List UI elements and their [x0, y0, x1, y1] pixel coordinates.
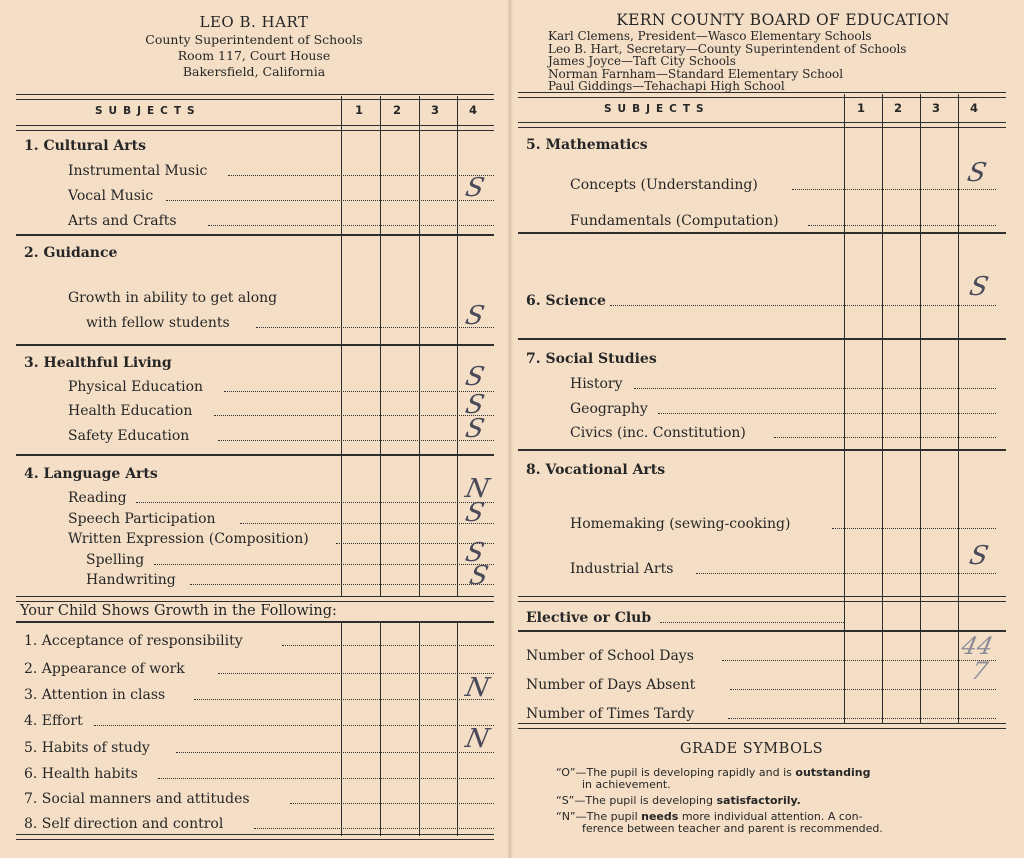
- symbol-n-line2: ference between teacher and parent is recommended.: [582, 822, 883, 835]
- symbol-n-text2: more individual attention. A con-: [678, 810, 863, 823]
- subjects-heading: SUBJECTS: [95, 105, 201, 117]
- arts-crafts-label: Arts and Crafts: [68, 213, 177, 229]
- board-member-4: Norman Farnham—Standard Elementary School: [548, 66, 844, 81]
- attention-grade: N: [462, 673, 492, 703]
- handwriting-label: Handwriting: [86, 572, 176, 588]
- section-rule: [16, 454, 494, 456]
- physical-education-label: Physical Education: [68, 379, 204, 395]
- bottom-rule: [16, 834, 494, 840]
- section-rule: [518, 630, 1006, 632]
- science-grade: S: [966, 272, 992, 302]
- geography-label: Geography: [570, 401, 648, 417]
- growth-item-5: 5. Habits of study: [24, 740, 150, 756]
- vocational-arts-title: 8. Vocational Arts: [526, 462, 666, 478]
- section-rule: [518, 723, 1006, 729]
- handwriting-grade: S: [466, 561, 492, 591]
- dot-leader: [136, 502, 494, 503]
- reading-label: Reading: [68, 490, 127, 506]
- dot-leader: [228, 175, 494, 176]
- section-rule: [16, 596, 494, 602]
- section-rule: [518, 232, 1006, 234]
- dot-leader: [792, 189, 996, 190]
- grid-col-line: [341, 96, 342, 596]
- superintendent-title: County Superintendent of Schools: [145, 32, 363, 47]
- dot-leader: [218, 673, 494, 674]
- mathematics-title: 5. Mathematics: [526, 137, 648, 153]
- symbol-o-line2: in achievement.: [582, 778, 671, 791]
- science-title: 6. Science: [526, 293, 606, 309]
- subjects-heading: SUBJECTS: [604, 103, 710, 115]
- safety-education-label: Safety Education: [68, 428, 190, 444]
- times-tardy-label: Number of Times Tardy: [526, 706, 695, 722]
- col-1-heading: 1: [857, 101, 866, 115]
- dot-leader: [696, 573, 996, 574]
- dot-leader: [256, 327, 494, 328]
- growth-item-6: 6. Health habits: [24, 766, 138, 782]
- col-3-heading: 3: [431, 103, 440, 117]
- industrial-arts-grade: S: [966, 541, 992, 571]
- dot-leader: [722, 660, 996, 661]
- symbol-o-emphasis: outstanding: [795, 766, 871, 779]
- spelling-label: Spelling: [86, 552, 145, 568]
- health-education-grade: S: [462, 390, 488, 420]
- dot-leader: [190, 584, 494, 585]
- board-header: [548, 11, 1018, 93]
- dot-leader: [176, 752, 494, 753]
- dot-leader: [208, 225, 494, 226]
- grid-col-line: [380, 96, 381, 596]
- healthful-living-title: 3. Healthful Living: [24, 355, 172, 371]
- dot-leader: [218, 440, 494, 441]
- superintendent-name: LEO B. HART: [199, 13, 309, 31]
- section-rule: [16, 344, 494, 346]
- physical-education-grade: S: [462, 362, 488, 392]
- dot-leader: [214, 415, 494, 416]
- section-rule: [518, 338, 1006, 340]
- language-arts-title: 4. Language Arts: [24, 466, 158, 482]
- homemaking-label: Homemaking (sewing-cooking): [570, 516, 791, 532]
- section-rule: [518, 449, 1006, 451]
- board-member-5: Paul Giddings—Tehachapi High School: [548, 79, 785, 94]
- right-panel: [510, 0, 1024, 858]
- days-absent-count: 7: [969, 657, 991, 685]
- guidance-grade: S: [462, 301, 488, 331]
- grid-col-line: [419, 96, 420, 596]
- col-3-heading: 3: [932, 101, 941, 115]
- health-education-label: Health Education: [68, 403, 193, 419]
- dot-leader: [730, 689, 996, 690]
- symbol-s-emphasis: satisfactorily.: [716, 794, 801, 807]
- dot-leader: [660, 622, 844, 623]
- guidance-item-line1: Growth in ability to get along: [68, 290, 278, 306]
- social-studies-title: 7. Social Studies: [526, 351, 657, 367]
- col-4-heading: 4: [970, 101, 979, 115]
- dot-leader: [282, 645, 494, 646]
- col-2-heading: 2: [894, 101, 903, 115]
- industrial-arts-label: Industrial Arts: [570, 561, 674, 577]
- office-room: Room 117, Court House: [177, 48, 331, 63]
- vocal-music-grade: S: [462, 173, 488, 203]
- dot-leader: [728, 718, 996, 719]
- dot-leader: [658, 413, 996, 414]
- dot-leader: [254, 828, 494, 829]
- symbol-s-text: “S”—The pupil is developing: [556, 794, 717, 807]
- header-rule-top: [16, 94, 494, 100]
- board-title: KERN COUNTY BOARD OF EDUCATION: [616, 11, 950, 29]
- dot-leader: [610, 305, 996, 306]
- dot-leader: [774, 437, 996, 438]
- section-rule: [16, 234, 494, 236]
- office-city: Bakersfield, California: [182, 64, 326, 79]
- written-expression-label: Written Expression (Composition): [68, 531, 309, 547]
- dot-leader: [808, 225, 996, 226]
- growth-item-4: 4. Effort: [24, 713, 83, 729]
- grade-symbols-title: GRADE SYMBOLS: [680, 741, 824, 757]
- dot-leader: [240, 523, 494, 524]
- concepts-label: Concepts (Understanding): [570, 177, 758, 193]
- elective-title: Elective or Club: [526, 610, 652, 626]
- reading-grade: N: [462, 474, 492, 504]
- dot-leader: [832, 528, 996, 529]
- guidance-item-line2: with fellow students: [86, 315, 230, 331]
- guidance-title: 2. Guidance: [24, 245, 118, 261]
- board-member-1: Karl Clemens, President—Wasco Elementary Schools: [548, 29, 872, 43]
- header-rule-top: [518, 92, 1006, 98]
- history-label: History: [570, 376, 623, 392]
- vocal-music-label: Vocal Music: [68, 188, 154, 204]
- header-rule-bottom: [518, 122, 1006, 128]
- col-1-heading: 1: [355, 103, 364, 117]
- header-rule-bottom: [16, 125, 494, 131]
- col-4-heading: 4: [469, 103, 478, 117]
- growth-item-2: 2. Appearance of work: [24, 661, 185, 677]
- dot-leader: [94, 725, 494, 726]
- growth-item-8: 8. Self direction and control: [24, 816, 224, 832]
- superintendent-header: [0, 12, 508, 80]
- dot-leader: [166, 200, 494, 201]
- symbol-s-line: [556, 795, 801, 808]
- left-panel: [0, 0, 508, 858]
- dot-leader: [194, 699, 494, 700]
- dot-leader: [158, 778, 494, 779]
- instrumental-music-label: Instrumental Music: [68, 163, 208, 179]
- growth-item-3: 3. Attention in class: [24, 687, 166, 703]
- concepts-grade: S: [964, 158, 990, 188]
- spelling-grade: S: [462, 538, 488, 568]
- symbol-o-text: “O”—The pupil is developing rapidly and is: [556, 766, 796, 779]
- board-member-3: James Joyce—Taft City Schools: [548, 54, 736, 69]
- symbol-n-emphasis: needs: [641, 810, 679, 823]
- days-absent-label: Number of Days Absent: [526, 677, 696, 693]
- cultural-arts-title: 1. Cultural Arts: [24, 138, 147, 154]
- growth-item-7: 7. Social manners and attitudes: [24, 791, 250, 807]
- habits-of-study-grade: N: [462, 724, 492, 754]
- speech-label: Speech Participation: [68, 511, 216, 527]
- dot-leader: [154, 564, 494, 565]
- speech-grade: S: [462, 498, 488, 528]
- section-rule: [16, 621, 494, 623]
- safety-education-grade: S: [462, 414, 488, 444]
- section-rule: [518, 596, 1006, 602]
- growth-item-1: 1. Acceptance of responsibility: [24, 633, 243, 649]
- civics-label: Civics (inc. Constitution): [570, 425, 746, 441]
- fundamentals-label: Fundamentals (Computation): [570, 213, 779, 229]
- board-member-2: Leo B. Hart, Secretary—County Superintendent of Schools: [548, 41, 907, 56]
- dot-leader: [224, 391, 494, 392]
- symbol-n-text: “N”—The pupil: [556, 810, 642, 823]
- col-2-heading: 2: [393, 103, 402, 117]
- dot-leader: [290, 803, 494, 804]
- dot-leader: [634, 388, 996, 389]
- school-days-label: Number of School Days: [526, 648, 694, 664]
- growth-title: Your Child Shows Growth in the Following:: [20, 603, 337, 619]
- school-days-count: 44: [959, 632, 996, 660]
- grid-col-line: [457, 96, 458, 596]
